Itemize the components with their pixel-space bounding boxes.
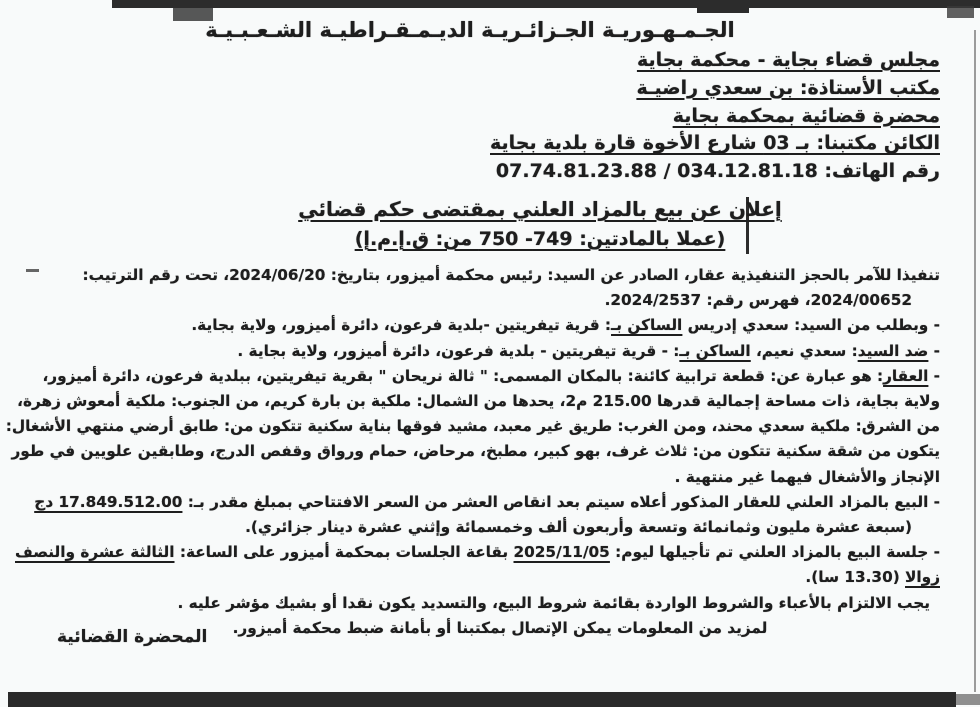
announcement-body (5, 263, 940, 641)
text-run: 2024/00652، فهرس رقم: 2024/2537. (604, 291, 912, 310)
body-line-7 (11, 439, 940, 464)
text-run: يتكون من شقة سكنية تتكون من: ثلاث غرف، بهو كبير، مطبخ، مرحاض، حمام ورواق وقفص الدرج، وطابقين علويين في طور (11, 442, 940, 461)
text-run: - وبطلب من السيد: سعدي إدريس (682, 316, 940, 335)
court-office-line-0: مجلس قضاء بجاية - محكمة بجاية (636, 49, 940, 71)
text-run: : - قرية تيفريتين - بلدية فرعون، دائرة أميزور، ولاية بجاية . (237, 341, 680, 360)
court-office-line-4: رقم الهاتف: 034.12.81.18 / 07.74.81.23.88 (495, 160, 940, 183)
scan-artifact-bottom-band (8, 692, 956, 707)
body-line-4 (30, 364, 940, 389)
signature-bailiff: المحضرة القضائية (57, 627, 208, 647)
court-office-line-3: الكائن مكتبنا: بـ 03 شارع الأخوة قارة بلدية بجاية (490, 132, 940, 155)
text-run: : سعدي نعيم، (750, 341, 858, 360)
body-line-6 (5, 414, 940, 439)
body-line-10 (30, 515, 940, 540)
text-run: - (928, 366, 940, 385)
court-office-line-2: محضرة قضائية بمحكمة بجاية (672, 104, 940, 127)
text-run: من الشرق: ملكية سعدي محند، ومن الغرب: طريق غير معبد، مشيد فوقها بناية سكنية تتكون من: طابق أرضي منتهي الأشغال: (5, 417, 940, 436)
text-run: (13.30 سا). (805, 568, 906, 587)
announcement-title: إعلان عن بيع بالمزاد العلني بمقتضى حكم قضائي (298, 197, 782, 221)
body-line-0 (30, 263, 940, 288)
body-line-2 (30, 313, 940, 338)
court-office-line-1: مكتب الأستاذة: بن سعدي راضيـة (636, 76, 940, 99)
text-run: العقار (883, 366, 929, 385)
text-run: : قرية تيفريتين -بلدية فرعون، دائرة أميزور، ولاية بجاية. (191, 316, 612, 335)
text-run: - جلسة البيع بالمزاد العلني تم تأجيلها ليوم: (609, 543, 940, 562)
text-run: تنفيذا للآمر بالحجز التنفيذية عقار، الصادر عن السيد: رئيس محكمة أميزور، بتاريخ: 2024/06/20، تحت رقم الترتيب: (82, 266, 940, 284)
title-block (100, 194, 980, 254)
body-line-9 (30, 490, 940, 515)
text-run: بقاعة الجلسات بمحكمة أميزور على الساعة: (174, 543, 514, 562)
text-run: 2025/11/05 (513, 543, 610, 562)
body-line-12 (30, 565, 940, 590)
republic-header: الجـمـهـوريـة الجـزائـريـة الديـمـقـراطيـة الشـعـبـيـة (205, 18, 735, 42)
body-line-1 (30, 288, 940, 313)
body-line-11 (15, 540, 940, 565)
court-office-block (490, 47, 940, 186)
text-run: الإنجاز والأشغال فيهما غير منتهية . (674, 467, 940, 486)
text-run: الثالثة عشرة والنصف (15, 543, 175, 562)
text-run: لمزيد من المعلومات يمكن الإتصال بمكتبنا أو بأمانة ضبط محكمة أميزور. (232, 618, 768, 637)
text-run: 17.849.512.00 دج (34, 492, 183, 511)
text-run: ولاية بجاية، ذات مساحة إجمالية قدرها 215.00 م2، يحدها من الشمال: ملكية بن بارة كريم، من الجنوب: ملكية أمعوش زهرة، (17, 392, 940, 411)
text-run: زوالا (905, 568, 940, 587)
scan-artifact-bottom-gray-tail (956, 694, 980, 705)
scan-artifact-top-blob (697, 0, 749, 13)
text-run: الساكن بـ (611, 316, 683, 335)
body-line-13 (30, 591, 940, 616)
text-run: - البيع بالمزاد العلني للعقار المذكور أعلاه سيتم بعد انقاص العشر من السعر الافتتاحي بمبلغ مقدر بـ: (182, 492, 940, 511)
body-line-5 (17, 389, 940, 414)
text-run: - (928, 341, 940, 360)
text-run: : هو عبارة عن: قطعة ترابية كائنة: بالمكان المسمى: " ثالة نريحان " بقرية تيفريتين، ببلدية فرعون، دائرة أميزور، (42, 366, 884, 385)
scan-artifact-top-band (112, 0, 980, 8)
scan-artifact-right-edge-line (974, 30, 976, 692)
body-line-3 (30, 339, 940, 364)
text-run: ضد السيد (857, 341, 929, 360)
text-run: (سبعة عشرة مليون وثمانمائة وتسعة وأربعون ألف وخمسمائة وإثني عشرة دينار جزائري). (245, 518, 912, 537)
scan-artifact-smudge-right (947, 6, 974, 18)
text-run: الساكن بـ (679, 341, 751, 360)
body-line-8 (30, 465, 940, 490)
text-run: يجب الالتزام بالأعباء والشروط الواردة بقائمة شروط البيع، والتسديد يكون نقدا أو بشيك مؤشر عليه . (177, 593, 930, 612)
announcement-subtitle: (عملا بالمادتين: 749- 750 من: ق.إ.م.إ) (354, 228, 726, 250)
